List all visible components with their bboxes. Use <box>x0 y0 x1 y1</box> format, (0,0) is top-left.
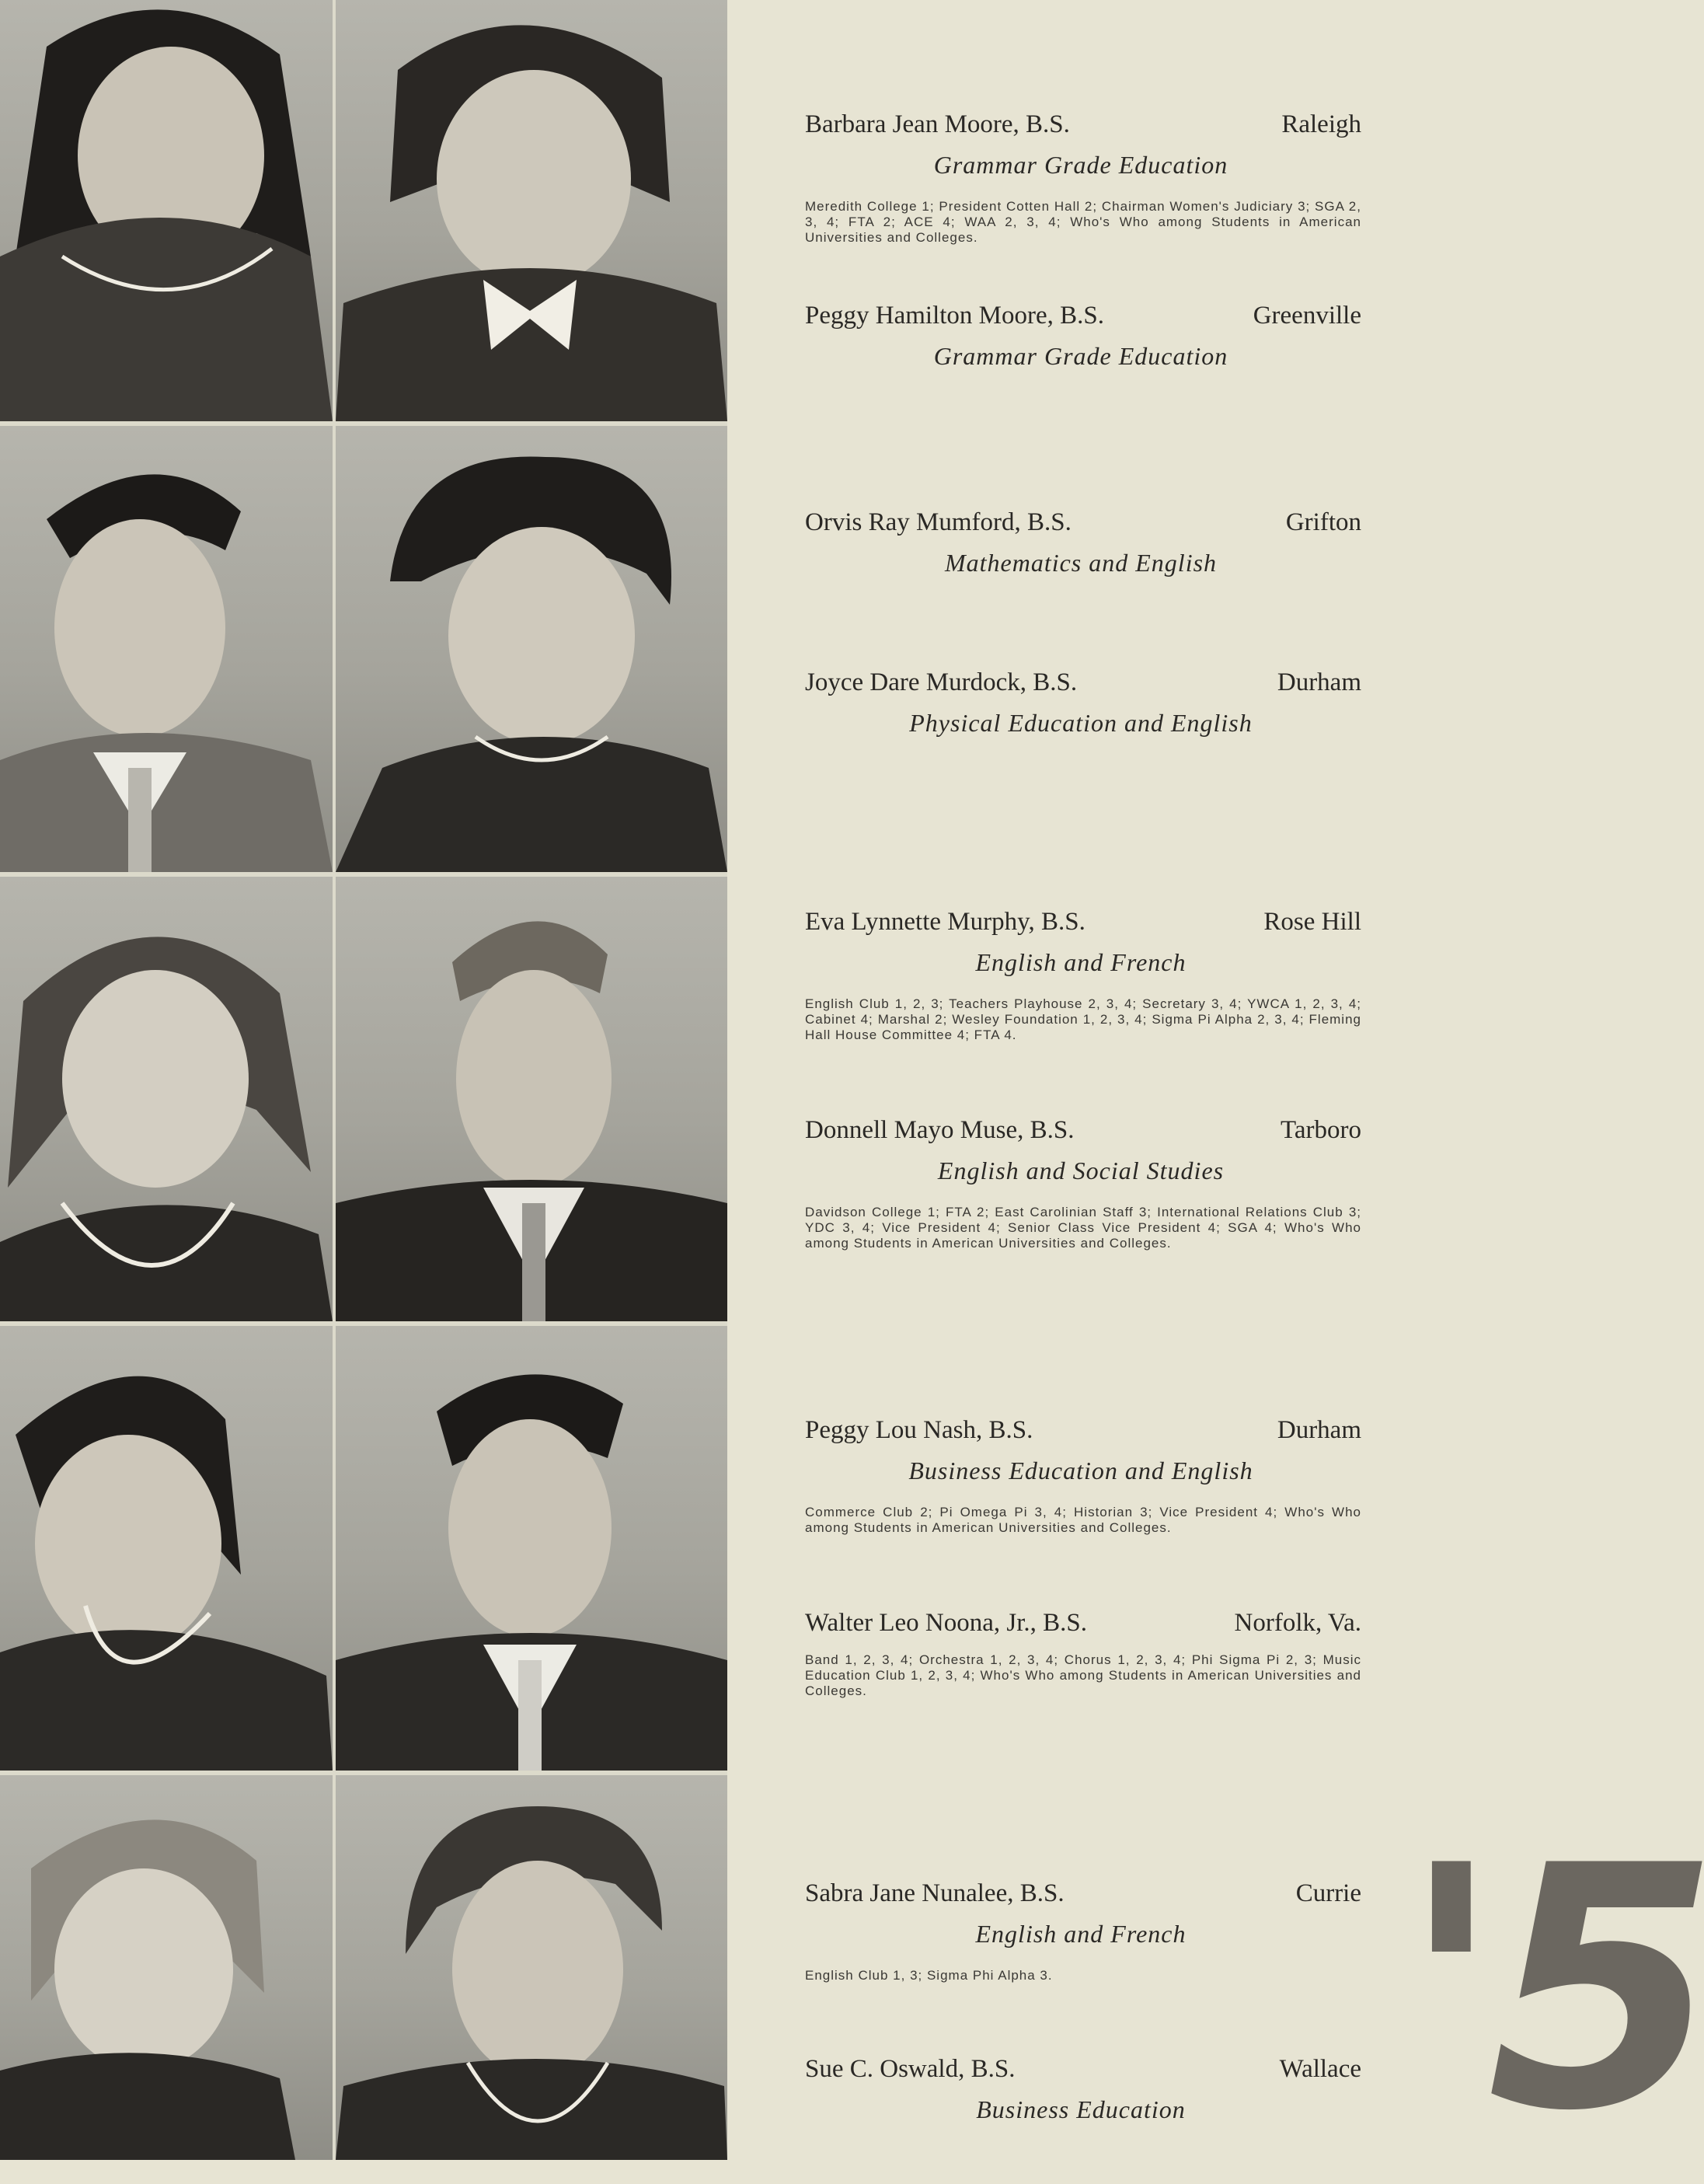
portrait-photo <box>0 0 333 421</box>
portrait-photo <box>0 1326 333 1771</box>
student-major: Mathematics and English <box>944 549 1218 577</box>
portrait-photo <box>336 0 727 421</box>
student-name: Walter Leo Noona, Jr., B.S. <box>805 1609 1088 1637</box>
student-activities: Meredith College 1; President Cotten Hall 2; Chairman Women's Judiciary 3; SGA 2, 3, 4; FTA 2; ACE 4; WAA 2, 3, 4; Who's Who among Students in American Universities and Colleges. <box>805 199 1361 245</box>
student-entry <box>800 1411 1361 1536</box>
student-major: English and French <box>975 948 1187 976</box>
student-name: Peggy Hamilton Moore, B.S. <box>805 302 1104 330</box>
student-entry <box>800 106 1361 246</box>
student-major: English and French <box>975 1920 1187 1948</box>
student-name: Donnell Mayo Muse, B.S. <box>805 1116 1075 1144</box>
student-entry <box>800 1111 1361 1251</box>
portrait-photo <box>0 1775 333 2160</box>
student-activities: English Club 1, 3; Sigma Phi Alpha 3. <box>805 1968 1053 1983</box>
student-major: English and Social Studies <box>937 1157 1225 1184</box>
student-name: Eva Lynnette Murphy, B.S. <box>805 908 1085 936</box>
student-entry <box>800 297 1361 375</box>
portrait-photo <box>336 877 727 1321</box>
student-major: Business Education and English <box>908 1457 1253 1484</box>
student-activities: Commerce Club 2; Pi Omega Pi 3, 4; Historian 3; Vice President 4; Who's Who among Students in American Universities and Colleges. <box>805 1505 1361 1535</box>
student-entry <box>800 1875 1361 1983</box>
student-hometown: Grifton <box>1285 508 1361 536</box>
student-major: Business Education <box>976 2095 1186 2123</box>
student-entry <box>800 903 1361 1043</box>
student-name: Barbara Jean Moore, B.S. <box>805 110 1070 138</box>
student-hometown: Tarboro <box>1281 1116 1361 1144</box>
portrait-grid <box>0 0 727 2160</box>
student-hometown: Currie <box>1295 1879 1361 1907</box>
student-activities: Band 1, 2, 3, 4; Orchestra 1, 2, 3, 4; Chorus 1, 2, 3, 4; Phi Sigma Pi 2, 3; Music Education Club 1, 2, 3, 4; Who's Who among Students in American Universities and Colleges. <box>805 1652 1361 1698</box>
student-entry <box>800 2050 1361 2128</box>
student-name: Sabra Jane Nunalee, B.S. <box>805 1879 1065 1907</box>
student-major: Physical Education and English <box>909 709 1253 737</box>
student-hometown: Norfolk, Va. <box>1234 1609 1361 1637</box>
student-hometown: Rose Hill <box>1263 908 1361 936</box>
student-entry <box>800 504 1361 581</box>
portrait-photo <box>0 426 333 872</box>
portrait-photo <box>0 877 333 1321</box>
portrait-photo <box>336 426 727 872</box>
student-hometown: Raleigh <box>1281 110 1361 138</box>
student-hometown: Durham <box>1277 668 1361 696</box>
student-name: Sue C. Oswald, B.S. <box>805 2055 1016 2083</box>
portrait-photo <box>336 1775 727 2160</box>
student-major: Grammar Grade Education <box>933 151 1228 179</box>
student-name: Orvis Ray Mumford, B.S. <box>805 508 1072 536</box>
student-hometown: Wallace <box>1279 2055 1361 2083</box>
student-hometown: Durham <box>1277 1416 1361 1444</box>
student-activities: English Club 1, 2, 3; Teachers Playhouse 2, 3, 4; Secretary 3, 4; YWCA 1, 2, 3, 4; Cabinet 4; Marshal 2; Wesley Foundation 1, 2, 3, 4; Sigma Pi Alpha 2, 3, 4; Fleming Hall House Committee 4; FTA 4. <box>805 996 1361 1042</box>
student-hometown: Greenville <box>1253 302 1361 330</box>
student-entry <box>800 1604 1361 1699</box>
student-entry <box>800 664 1361 741</box>
student-major: Grammar Grade Education <box>933 342 1228 370</box>
portrait-photo <box>336 1326 727 1771</box>
student-activities: Davidson College 1; FTA 2; East Carolinian Staff 3; International Relations Club 3; YDC 3, 4; Vice President 4; Senior Class Vice President 4; SGA 4; Who's Who among Students in American Universities and Colleges. <box>805 1205 1361 1251</box>
year-numeral: '5 <box>1400 1795 1704 2184</box>
student-name: Joyce Dare Murdock, B.S. <box>805 668 1078 696</box>
student-name: Peggy Lou Nash, B.S. <box>805 1416 1033 1444</box>
